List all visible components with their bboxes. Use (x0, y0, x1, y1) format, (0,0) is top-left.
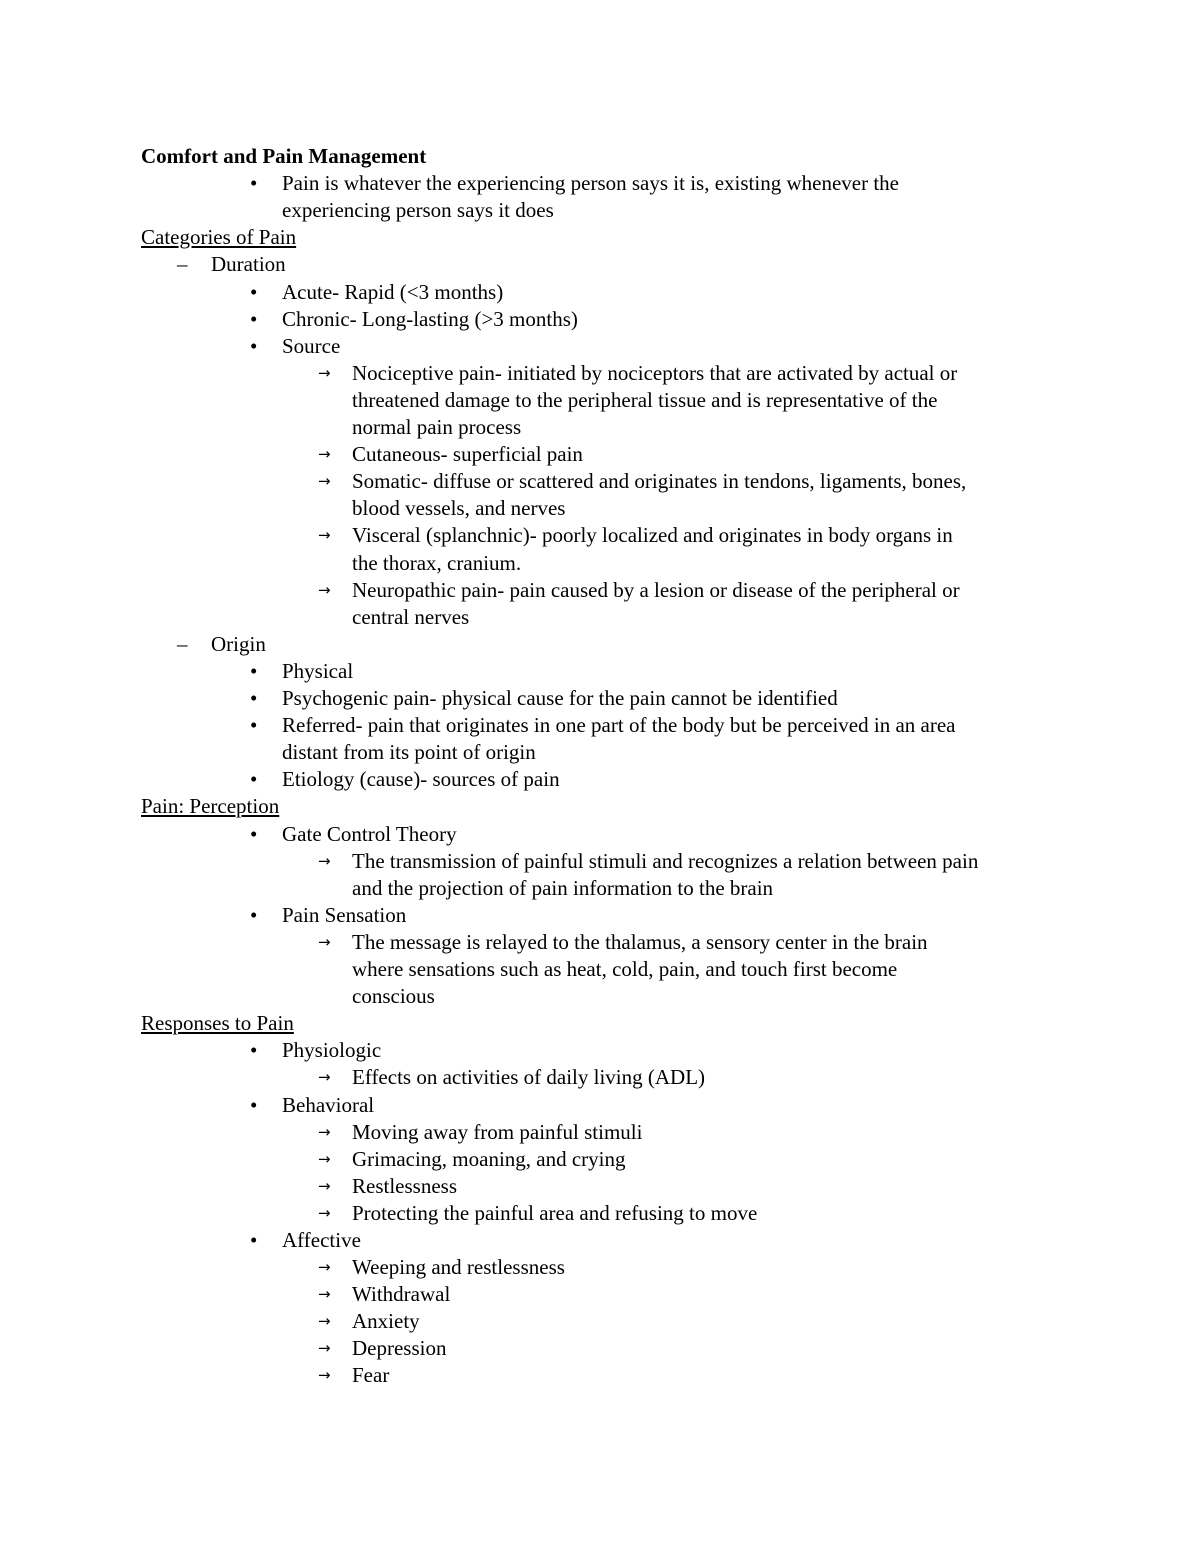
nociceptive-item-line: threatened damage to the peripheral tissue and is representative of the (352, 388, 938, 412)
arrow-marker: → (318, 526, 331, 544)
arrow-marker: → (318, 1339, 331, 1357)
etiology-item: Etiology (cause)- sources of pain (282, 767, 560, 791)
cutaneous-item: Cutaneous- superficial pain (352, 442, 583, 466)
affective-item: Affective (282, 1228, 361, 1252)
arrow-marker: → (318, 1285, 331, 1303)
dash-marker: – (177, 632, 188, 656)
intro-item-line: Pain is whatever the experiencing person says it is, existing whenever the (282, 171, 899, 195)
dash-marker: – (177, 252, 188, 276)
behavioral-response-item: Moving away from painful stimuli (352, 1120, 643, 1144)
gate-control-item: Gate Control Theory (282, 822, 457, 846)
intro-item-line: experiencing person says it does (282, 198, 554, 222)
arrow-marker: → (318, 933, 331, 951)
bullet-marker: • (250, 171, 258, 195)
section-heading-perception: Pain: Perception (141, 794, 280, 818)
affective-response-item: Fear (352, 1363, 390, 1387)
neuropathic-item-line: Neuropathic pain- pain caused by a lesion or disease of the peripheral or (352, 578, 960, 602)
gate-control-detail-line: and the projection of pain information to the brain (352, 876, 774, 900)
arrow-marker: → (318, 472, 331, 490)
bullet-marker: • (250, 903, 258, 927)
affective-response-item: Depression (352, 1336, 447, 1360)
referred-item-line: distant from its point of origin (282, 740, 536, 764)
arrow-marker: → (318, 852, 331, 870)
neuropathic-item-line: central nerves (352, 605, 470, 629)
visceral-item-line: Visceral (splanchnic)- poorly localized and originates in body organs in (352, 523, 953, 547)
arrow-marker: → (318, 1150, 331, 1168)
physical-item: Physical (282, 659, 354, 683)
arrow-marker: → (318, 1123, 331, 1141)
bullet-marker: • (250, 767, 258, 791)
psychogenic-item: Psychogenic pain- physical cause for the pain cannot be identified (282, 686, 838, 710)
arrow-marker: → (318, 1366, 331, 1384)
bullet-marker: • (250, 1038, 258, 1062)
arrow-marker: → (318, 445, 331, 463)
section-heading-categories: Categories of Pain (141, 225, 297, 249)
bullet-marker: • (250, 822, 258, 846)
source-item: Source (282, 334, 341, 358)
bullet-marker: • (250, 307, 258, 331)
acute-item: Acute- Rapid (<3 months) (282, 280, 504, 304)
affective-response-item: Anxiety (352, 1309, 420, 1333)
somatic-item-line: Somatic- diffuse or scattered and originates in tendons, ligaments, bones, (352, 469, 967, 493)
visceral-item-line: the thorax, cranium. (352, 551, 522, 575)
physiologic-item: Physiologic (282, 1038, 382, 1062)
behavioral-item: Behavioral (282, 1093, 375, 1117)
bullet-marker: • (250, 713, 258, 737)
nociceptive-item-line: normal pain process (352, 415, 522, 439)
arrow-marker: → (318, 364, 331, 382)
pain-sensation-item: Pain Sensation (282, 903, 407, 927)
chronic-item: Chronic- Long-lasting (>3 months) (282, 307, 578, 331)
somatic-item-line: blood vessels, and nerves (352, 496, 566, 520)
arrow-marker: → (318, 1177, 331, 1195)
pain-sensation-detail-line: where sensations such as heat, cold, pain, and touch first become (352, 957, 898, 981)
affective-response-item: Withdrawal (352, 1282, 451, 1306)
arrow-marker: → (318, 581, 331, 599)
arrow-marker: → (318, 1258, 331, 1276)
bullet-marker: • (250, 280, 258, 304)
bullet-marker: • (250, 686, 258, 710)
pain-sensation-detail-line: The message is relayed to the thalamus, a sensory center in the brain (352, 930, 928, 954)
behavioral-response-item: Restlessness (352, 1174, 457, 1198)
physiologic-response-item: Effects on activities of daily living (ADL) (352, 1065, 706, 1089)
duration-item: Duration (211, 252, 286, 276)
bullet-marker: • (250, 334, 258, 358)
pain-sensation-detail-line: conscious (352, 984, 435, 1008)
nociceptive-item-line: Nociceptive pain- initiated by nociceptors that are activated by actual or (352, 361, 958, 385)
gate-control-detail-line: The transmission of painful stimuli and recognizes a relation between pain (352, 849, 979, 873)
section-heading-responses: Responses to Pain (141, 1011, 294, 1035)
arrow-marker: → (318, 1204, 331, 1222)
arrow-marker: → (318, 1068, 331, 1086)
arrow-marker: → (318, 1312, 331, 1330)
referred-item-line: Referred- pain that originates in one part of the body but be perceived in an area (282, 713, 956, 737)
bullet-marker: • (250, 1228, 258, 1252)
origin-item: Origin (211, 632, 266, 656)
behavioral-response-item: Protecting the painful area and refusing to move (352, 1201, 758, 1225)
bullet-marker: • (250, 1093, 258, 1117)
bullet-marker: • (250, 659, 258, 683)
behavioral-response-item: Grimacing, moaning, and crying (352, 1147, 626, 1171)
affective-response-item: Weeping and restlessness (352, 1255, 565, 1279)
page-title: Comfort and Pain Management (141, 144, 427, 168)
